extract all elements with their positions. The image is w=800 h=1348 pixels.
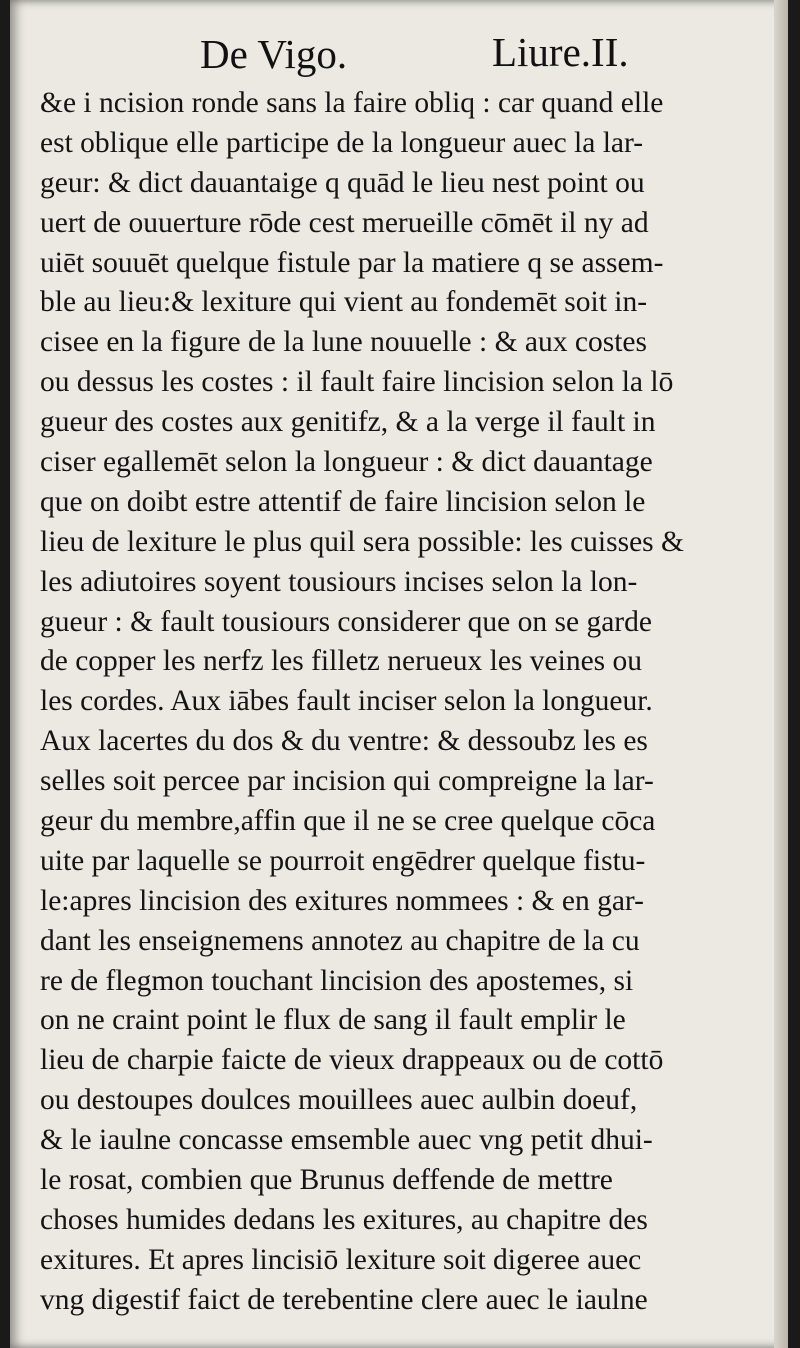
text-line: Aux lacertes du dos & du ventre: & dessoubz les es [40, 725, 648, 758]
body-text [40, 84, 775, 1321]
text-line: gueur des costes aux genitifz, & a la verge il fault in [40, 406, 656, 439]
text-line: le rosat, combien que Brunus deffende de mettre [40, 1164, 613, 1197]
text-line: lieu de lexiture le plus quil sera possible: les cuisses & [40, 525, 684, 558]
text-line: & le iaulne concasse emsemble auec vng petit dhui- [40, 1124, 653, 1157]
book-page [10, 0, 788, 1348]
text-line: choses humides dedans les exitures, au chapitre des [40, 1203, 648, 1236]
text-line: les adiutoires soyent tousiours incises selon la lon- [40, 565, 638, 598]
text-line: lieu de charpie faicte de vieux drappeaux ou de cottō [40, 1044, 664, 1077]
text-line: que on doibt estre attentif de faire lincision selon le [40, 485, 646, 518]
text-line: ciser egallemēt selon la longueur : & dict dauantage [40, 446, 653, 479]
text-line: geur du membre,affin que il ne se cree quelque cōca [40, 805, 656, 838]
text-line: uite par laquelle se pourroit engēdrer quelque fistu- [40, 844, 646, 877]
text-line: dant les enseignemens annotez au chapitre de la cu [40, 924, 640, 957]
text-line: le:apres lincision des exitures nommees : & en gar- [40, 884, 644, 917]
running-head: De Vigo. [200, 31, 348, 77]
page-header [10, 22, 788, 82]
text-line: &e i ncision ronde sans la faire obliq : car quand elle [40, 87, 664, 119]
text-line: de copper les nerfz les filletz nerueux les veines ou [40, 645, 643, 678]
text-line: est oblique elle participe de la longueur auec la lar- [40, 126, 644, 159]
text-line: ble au lieu:& lexiture qui vient au fondemēt soit in- [40, 286, 648, 319]
book-number: Liure.II. [492, 29, 629, 75]
text-line: vng digestif faict de terebentine clere auec le iaulne [40, 1283, 648, 1316]
text-line: re de flegmon touchant lincision des apostemes, si [40, 964, 634, 997]
text-line: cisee en la figure de la lune nouuelle : & aux costes [40, 326, 647, 359]
text-line: uiēt souuēt quelque fistule par la matiere q se assem- [40, 246, 664, 279]
text-line: ou dessus les costes : il fault faire lincision selon la lō [40, 366, 674, 399]
text-line: selles soit percee par incision qui compreigne la lar- [40, 765, 654, 798]
text-line: exitures. Et apres lincisiō lexiture soit digeree auec [40, 1243, 642, 1276]
page-gutter [774, 0, 788, 1348]
text-line: geur: & dict dauantaige q quād le lieu nest point ou [40, 166, 645, 199]
text-line: gueur : & fault tousiours considerer que on se garde [40, 605, 652, 638]
text-line: uert de ouuerture rōde cest merueille cōmēt il ny ad [40, 206, 649, 239]
text-line: ou destoupes doulces mouillees auec aulbin doeuf, [40, 1084, 638, 1117]
text-line: on ne craint point le flux de sang il fault emplir le [40, 1004, 626, 1037]
text-line: les cordes. Aux iābes fault inciser selon la longueur. [40, 685, 653, 718]
